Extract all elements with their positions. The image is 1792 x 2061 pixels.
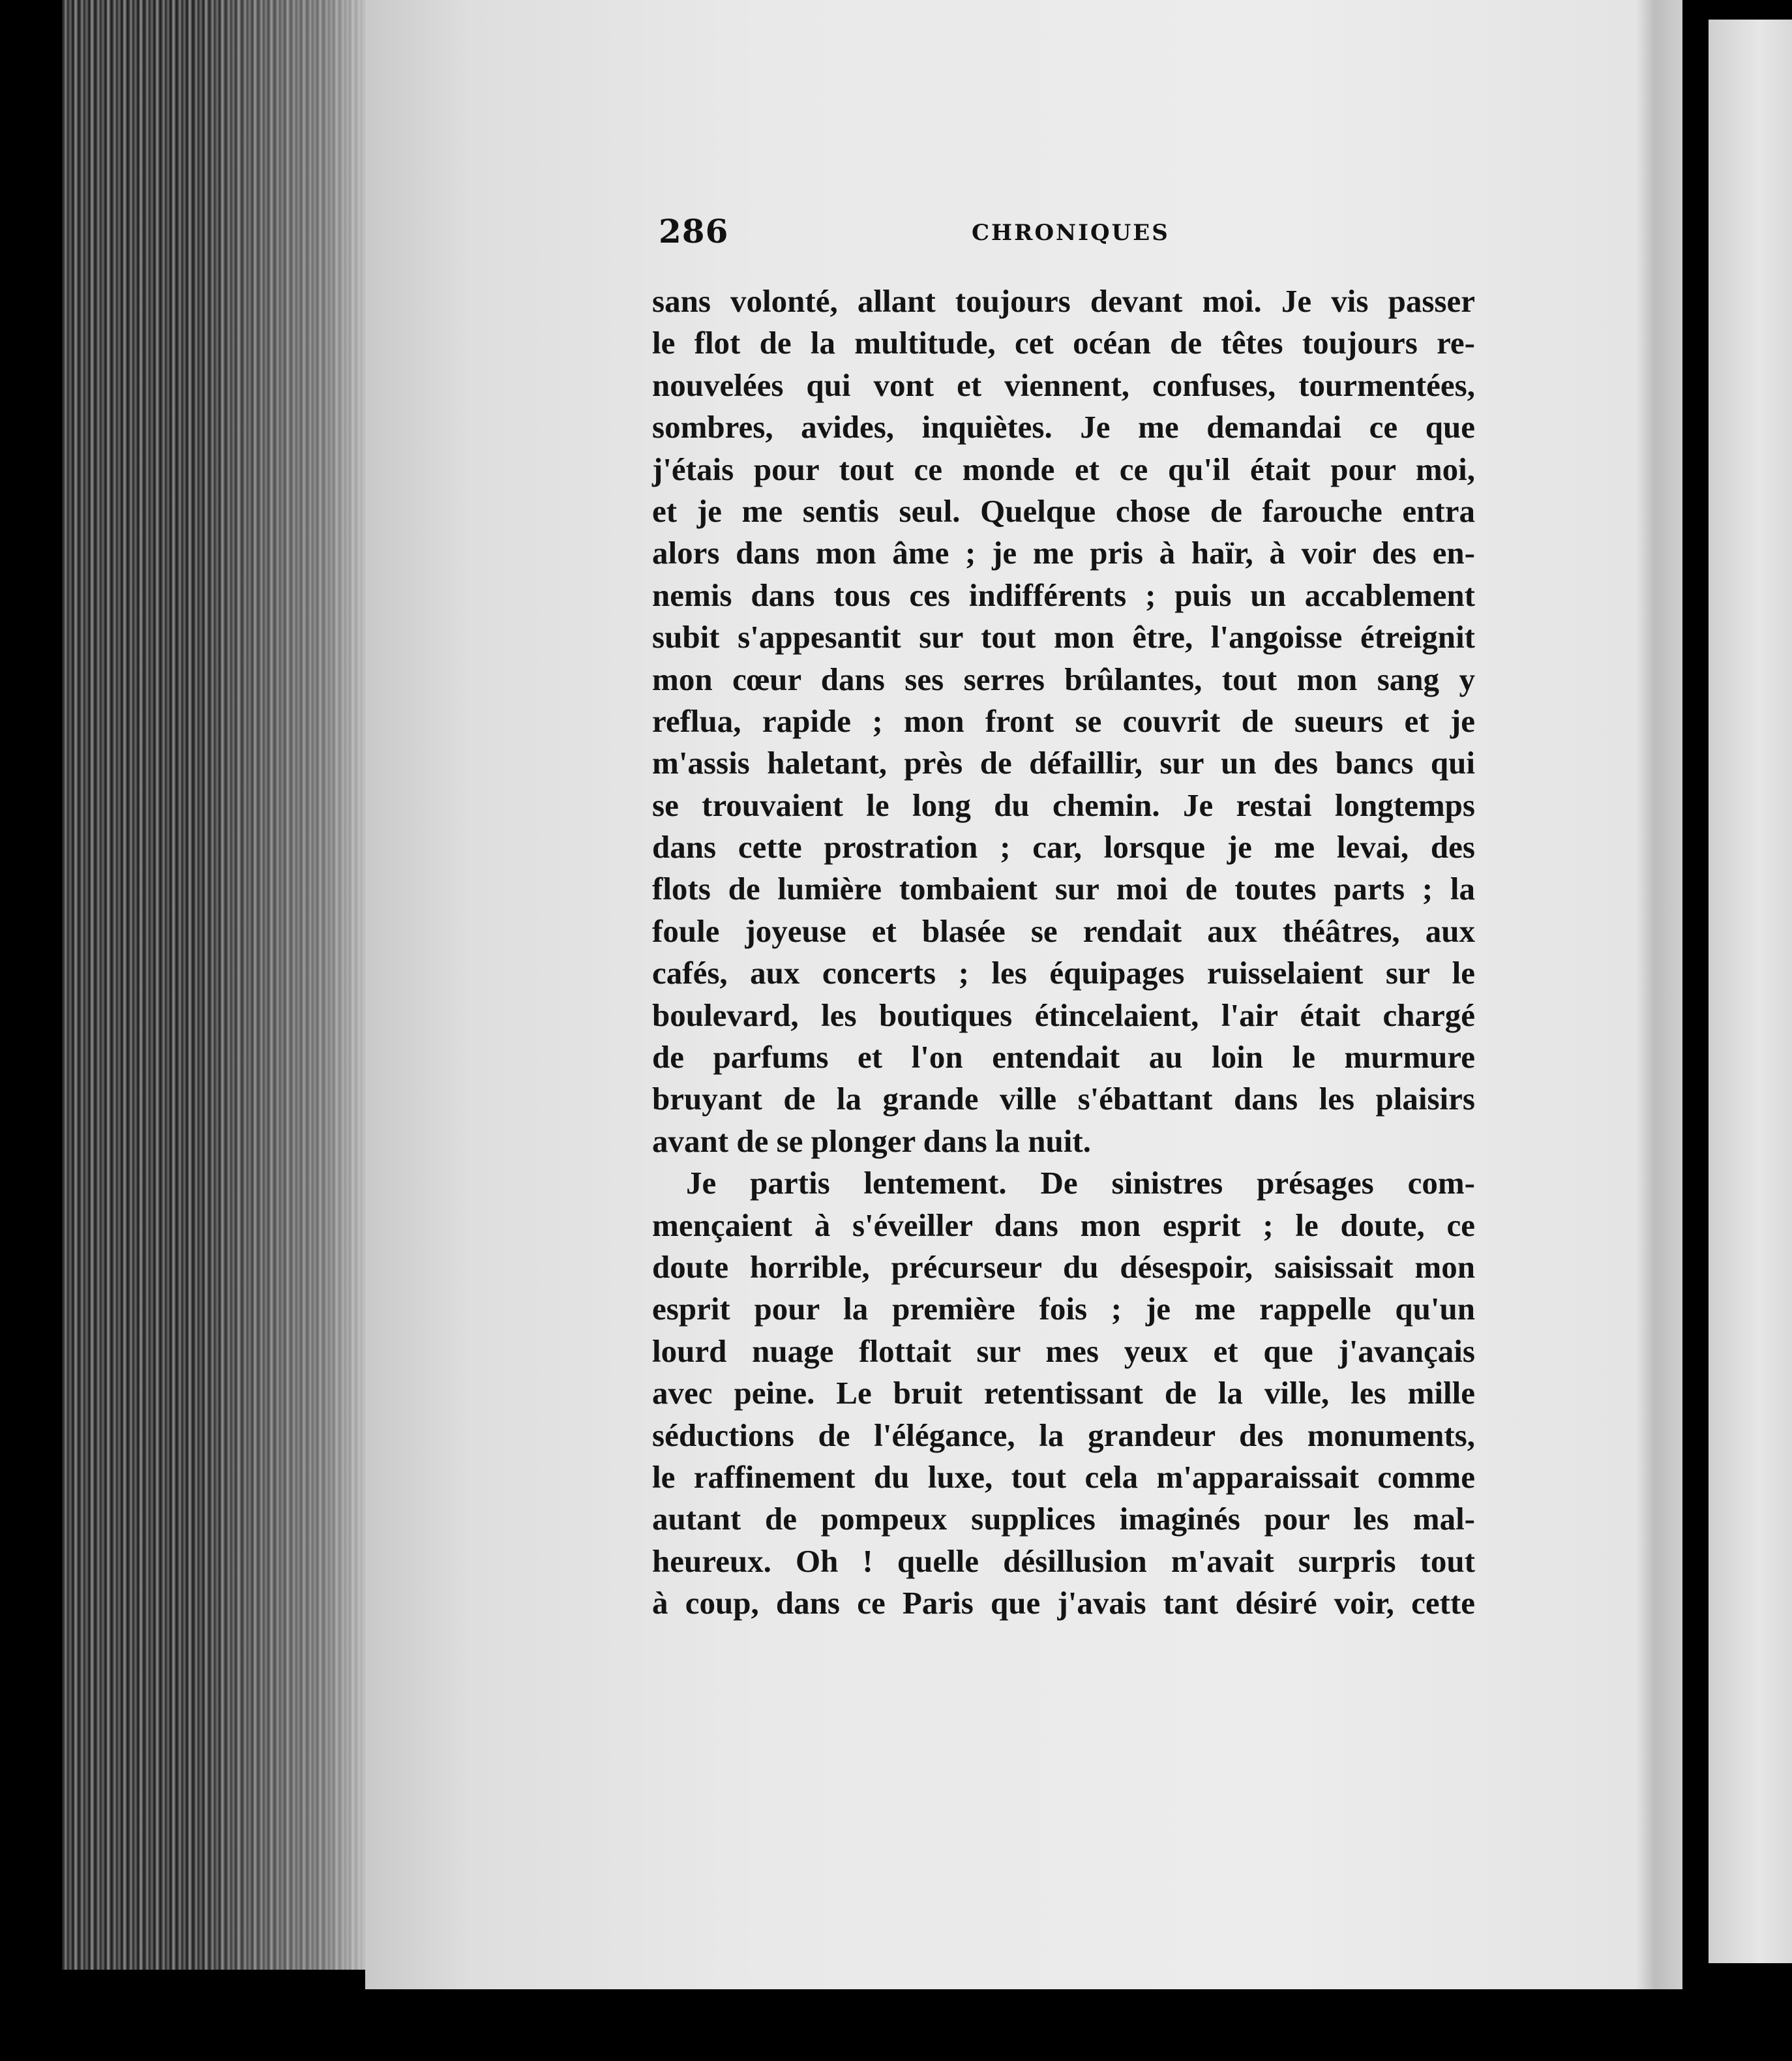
- text-line: nouvelées qui vont et viennent, confuses, tourmentées,: [652, 367, 1475, 403]
- page-edge-shading: [196, 0, 378, 1970]
- body-text: [652, 280, 1475, 1625]
- text-line: le flot de la multitude, cet océan de têtes toujours re-: [652, 325, 1475, 361]
- text-line: séductions de l'élégance, la grandeur des monuments,: [652, 1417, 1475, 1453]
- page-number: 286: [659, 212, 729, 250]
- text-line: le raffinement du luxe, tout cela m'apparaissait comme: [652, 1458, 1475, 1495]
- text-line: et je me sentis seul. Quelque chose de farouche entra: [652, 492, 1475, 529]
- text-line: dans cette prostration ; car, lorsque je me levai, des: [652, 829, 1475, 865]
- facing-page-edge: [1709, 20, 1792, 1963]
- scan-border: [59, 1989, 1792, 2061]
- running-title: CHRONIQUES: [972, 220, 1170, 246]
- text-line: esprit pour la première fois ; je me rappelle qu'un: [652, 1291, 1475, 1327]
- running-head: [659, 212, 1467, 258]
- text-line: alors dans mon âme ; je me pris à haïr, à voir des en-: [652, 535, 1475, 571]
- text-line: de parfums et l'on entendait au loin le murmure: [652, 1039, 1475, 1076]
- text-line: mon cœur dans ses serres brûlantes, tout mon sang y: [652, 661, 1475, 697]
- text-line: se trouvaient le long du chemin. Je restai longtemps: [652, 787, 1475, 823]
- text-line: cafés, aux concerts ; les équipages ruisselaient sur le: [652, 955, 1475, 991]
- text-line: heureux. Oh ! quelle désillusion m'avait surpris tout: [652, 1542, 1475, 1579]
- text-line: sombres, avides, inquiètes. Je me demandai ce que: [652, 409, 1475, 445]
- page-gutter: [1637, 0, 1682, 1989]
- text-line: reflua, rapide ; mon front se couvrit de sueurs et je: [652, 702, 1475, 739]
- text-line: mençaient à s'éveiller dans mon esprit ; le doute, ce: [652, 1207, 1475, 1243]
- text-line: boulevard, les boutiques étincelaient, l'air était chargé: [652, 997, 1475, 1033]
- text-line: nemis dans tous ces indifférents ; puis un accablement: [652, 577, 1475, 613]
- text-line: doute horrible, précurseur du désespoir, saisissait mon: [652, 1248, 1475, 1285]
- text-line: m'assis haletant, près de défaillir, sur un des bancs qui: [652, 745, 1475, 781]
- text-line: sans volonté, allant toujours devant moi. Je vis passer: [652, 283, 1475, 319]
- text-line: lourd nuage flottait sur mes yeux et que j'avançais: [652, 1332, 1475, 1369]
- gutter-shadow: [1682, 0, 1709, 1996]
- text-line: bruyant de la grande ville s'ébattant dans les plaisirs: [652, 1081, 1475, 1117]
- text-line: subit s'appesantit sur tout mon être, l'angoisse étreignit: [652, 619, 1475, 655]
- text-line: avec peine. Le bruit retentissant de la ville, les mille: [652, 1375, 1475, 1411]
- text-line: foule joyeuse et blasée se rendait aux théâtres, aux: [652, 912, 1475, 949]
- text-line: autant de pompeux supplices imaginés pour les mal-: [652, 1501, 1475, 1537]
- text-line: j'étais pour tout ce monde et ce qu'il était pour moi,: [652, 451, 1475, 487]
- paragraph-end-line: avant de se plonger dans la nuit.: [652, 1122, 1091, 1159]
- paragraph-start-line: Je partis lentement. De sinistres présages com-: [686, 1165, 1475, 1201]
- text-line: flots de lumière tombaient sur moi de toutes parts ; la: [652, 871, 1475, 907]
- text-line: à coup, dans ce Paris que j'avais tant désiré voir, cette: [652, 1585, 1475, 1621]
